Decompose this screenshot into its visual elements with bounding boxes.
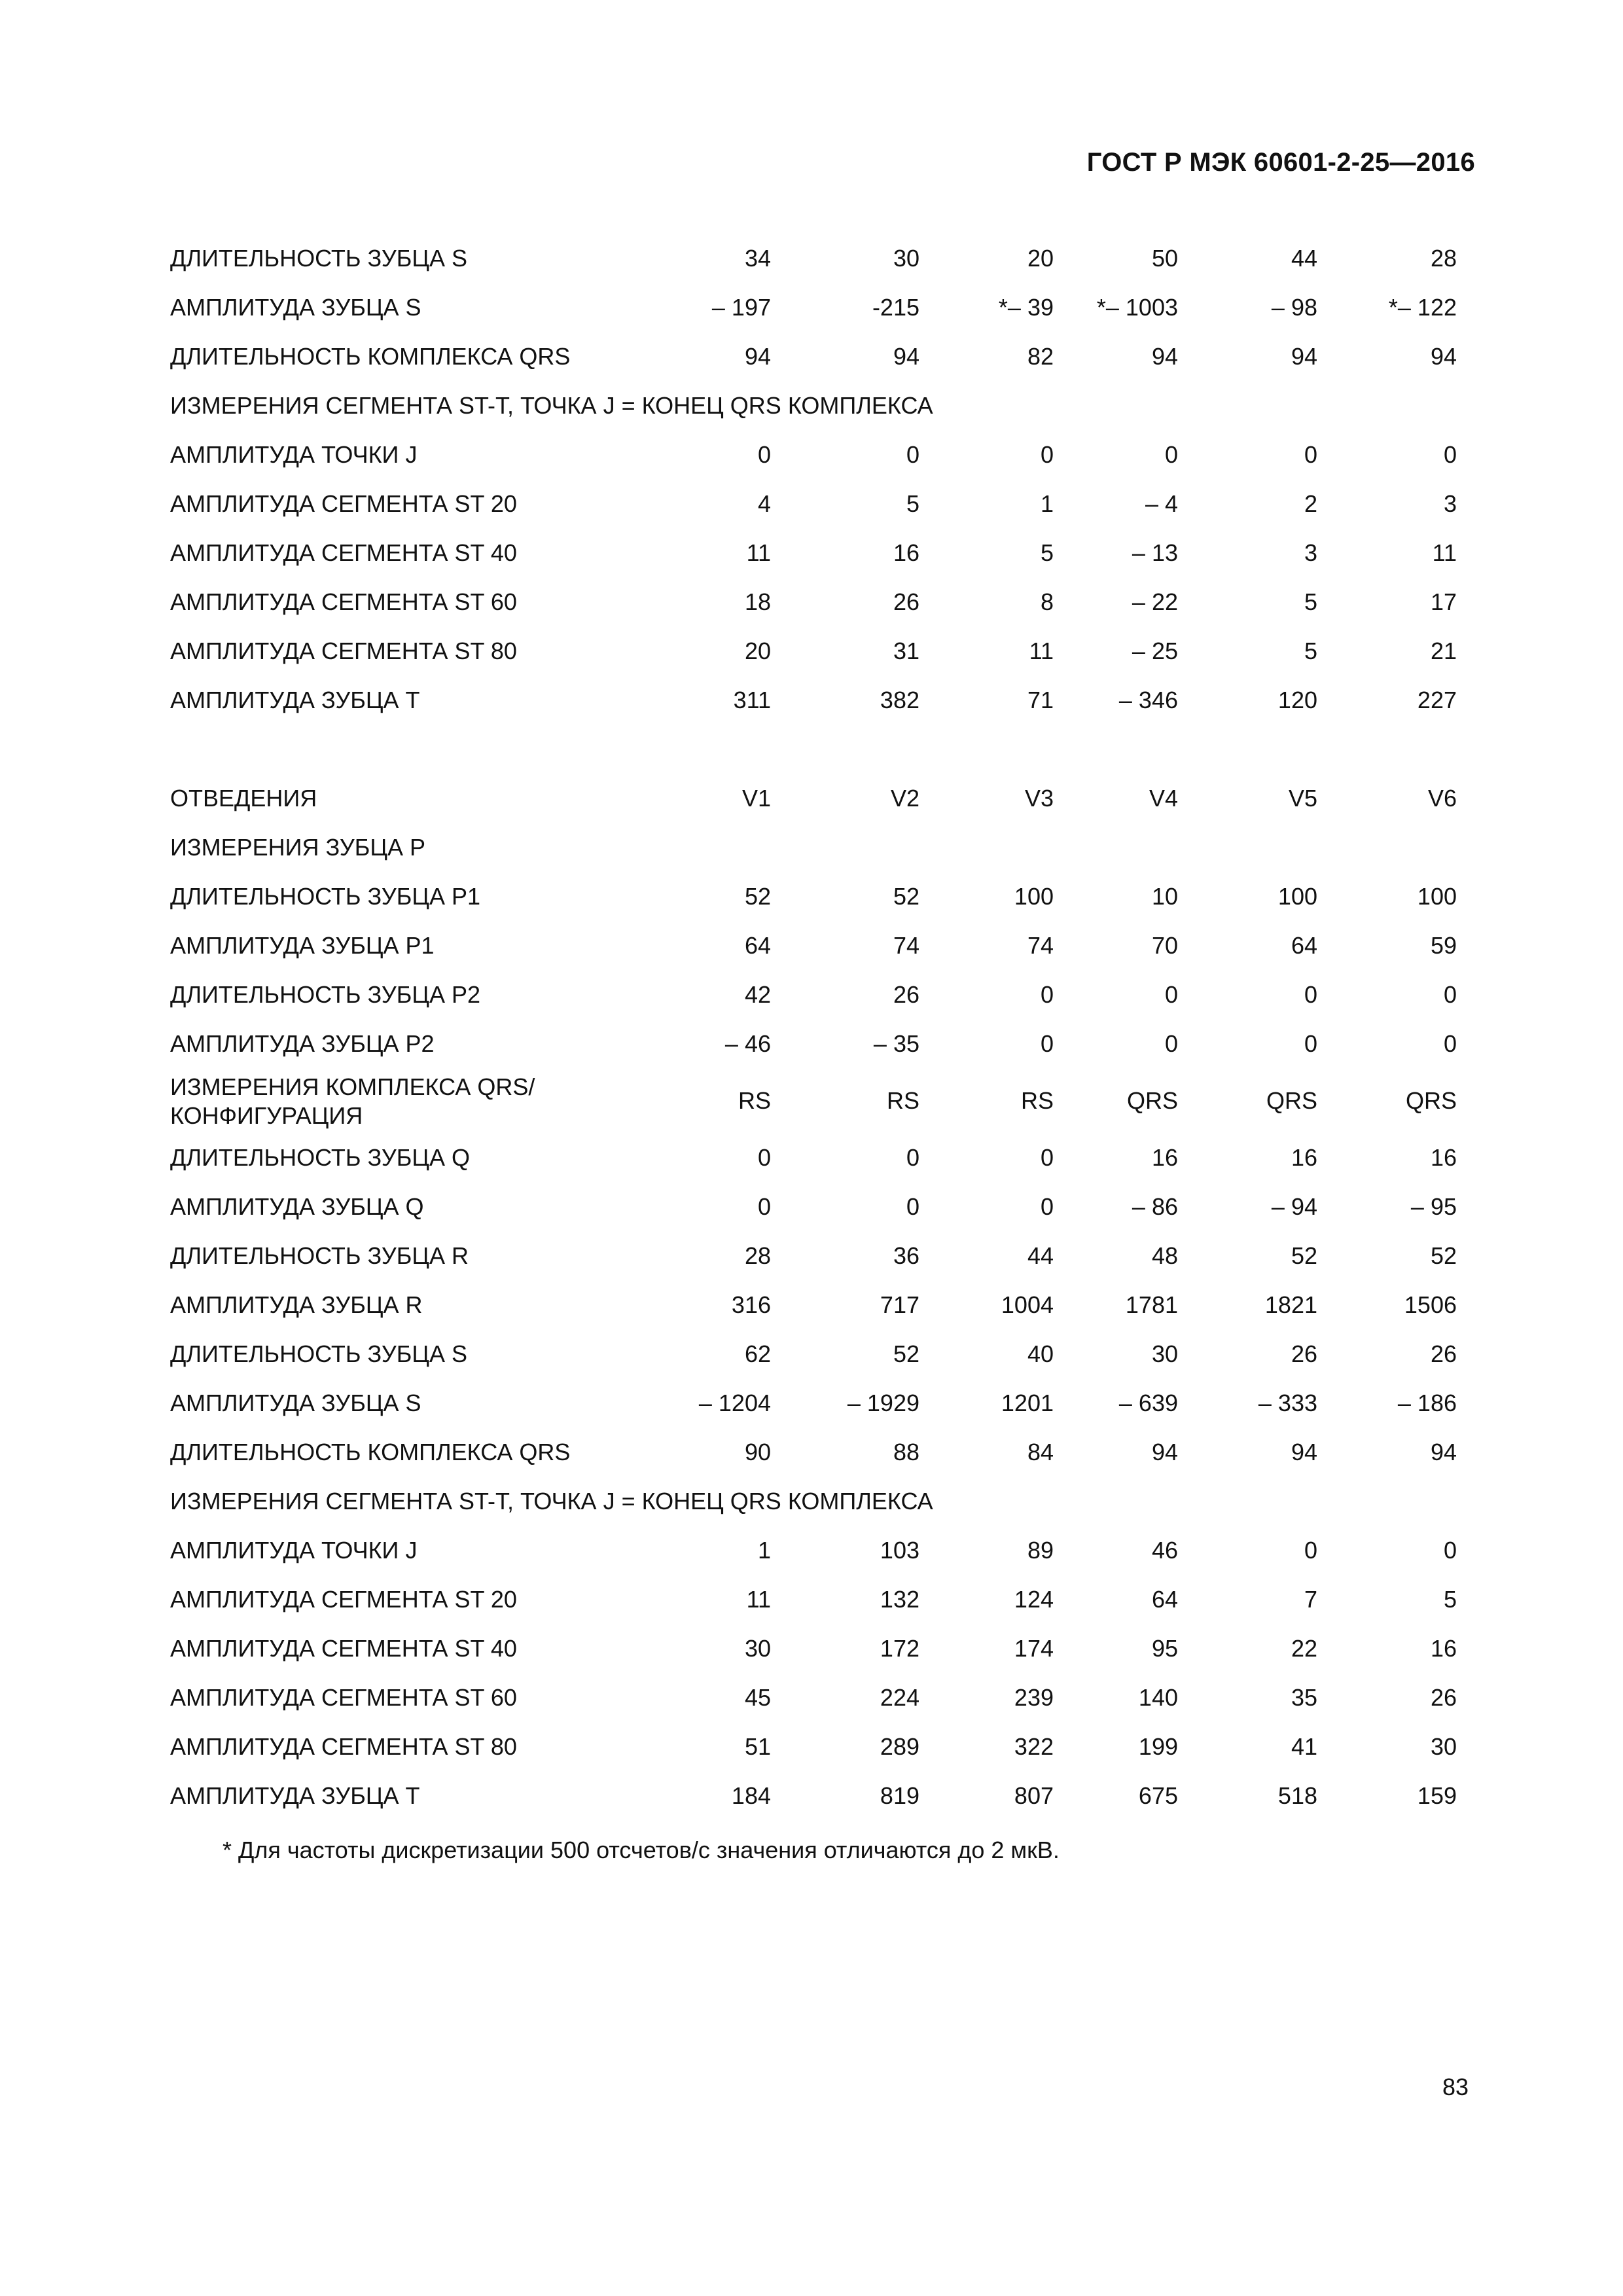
cell-value: 239 xyxy=(1014,1684,1054,1711)
cell-value: 89 xyxy=(1027,1537,1054,1564)
section-heading-row xyxy=(170,822,1472,871)
cell-value: 64 xyxy=(1151,1586,1178,1613)
cell-value: – 35 xyxy=(873,1030,919,1057)
cell-value: 94 xyxy=(1291,343,1317,370)
table-row xyxy=(170,528,1472,577)
cell-value: -215 xyxy=(872,294,919,321)
row-label: АМПЛИТУДА СЕГМЕНТА ST 80 xyxy=(170,1733,517,1760)
cell-value: 95 xyxy=(1151,1635,1178,1662)
table-row xyxy=(170,429,1472,478)
cell-value: – 22 xyxy=(1132,588,1178,615)
cell-value: 0 xyxy=(1164,1030,1178,1057)
cell-value: 159 xyxy=(1417,1782,1457,1809)
cell-value: 74 xyxy=(1027,932,1054,959)
cell-value: 94 xyxy=(1151,343,1178,370)
table-row xyxy=(170,577,1472,626)
cell-value: 0 xyxy=(1304,441,1317,468)
cell-value: RS xyxy=(1020,1087,1054,1114)
cell-value: V1 xyxy=(741,785,771,812)
row-label: АМПЛИТУДА СЕГМЕНТА ST 20 xyxy=(170,1586,517,1613)
cell-value: *– 1003 xyxy=(1096,294,1178,321)
cell-value: 1 xyxy=(1040,490,1054,517)
cell-value: – 1204 xyxy=(698,1390,771,1416)
cell-value: 28 xyxy=(1430,245,1457,272)
cell-value: 36 xyxy=(893,1242,919,1269)
cell-value: 34 xyxy=(744,245,771,272)
cell-value: 82 xyxy=(1027,343,1054,370)
cell-value: 11 xyxy=(746,1586,771,1613)
cell-value: 71 xyxy=(1027,687,1054,713)
cell-value: 35 xyxy=(1291,1684,1317,1711)
cell-value: 518 xyxy=(1277,1782,1317,1809)
cell-value: QRS xyxy=(1405,1087,1457,1114)
cell-value: 1506 xyxy=(1404,1291,1457,1318)
table-row xyxy=(170,773,1472,822)
cell-value: *– 122 xyxy=(1388,294,1457,321)
cell-value: 16 xyxy=(1430,1635,1457,1662)
cell-value: 21 xyxy=(1430,637,1457,664)
row-label: АМПЛИТУДА ЗУБЦА T xyxy=(170,687,420,713)
section-heading: ИЗМЕРЕНИЯ СЕГМЕНТА ST-T, ТОЧКА J = КОНЕЦ QRS КОМПЛЕКСА xyxy=(170,392,933,419)
cell-value: 0 xyxy=(1443,1030,1457,1057)
cell-value: 184 xyxy=(731,1782,771,1809)
cell-value: – 639 xyxy=(1118,1390,1178,1416)
table-row xyxy=(170,1525,1472,1574)
cell-value: 174 xyxy=(1014,1635,1054,1662)
table-row xyxy=(170,871,1472,920)
cell-value: 5 xyxy=(1443,1586,1457,1613)
table-row xyxy=(170,920,1472,969)
cell-value: 0 xyxy=(1040,1193,1054,1220)
cell-value: 94 xyxy=(1430,1439,1457,1465)
cell-value: 16 xyxy=(1151,1144,1178,1171)
cell-value: 675 xyxy=(1138,1782,1178,1809)
table-row xyxy=(170,1018,1472,1067)
table-row xyxy=(170,1623,1472,1672)
cell-value: 11 xyxy=(746,539,771,566)
cell-value: 94 xyxy=(1291,1439,1317,1465)
row-label: ОТВЕДЕНИЯ xyxy=(170,785,317,812)
table-row xyxy=(170,478,1472,528)
cell-value: 0 xyxy=(1304,1537,1317,1564)
cell-value: 52 xyxy=(744,883,771,910)
row-label: АМПЛИТУДА ТОЧКИ J xyxy=(170,1537,418,1564)
cell-value: 16 xyxy=(1291,1144,1317,1171)
row-label: ДЛИТЕЛЬНОСТЬ ЗУБЦА P2 xyxy=(170,981,481,1008)
cell-value: – 46 xyxy=(724,1030,771,1057)
cell-value: 30 xyxy=(744,1635,771,1662)
cell-value: 59 xyxy=(1430,932,1457,959)
table-row xyxy=(170,1672,1472,1721)
cell-value: 44 xyxy=(1291,245,1317,272)
cell-value: 1004 xyxy=(1001,1291,1054,1318)
cell-value: 10 xyxy=(1151,883,1178,910)
cell-value: V2 xyxy=(890,785,919,812)
cell-value: 44 xyxy=(1027,1242,1054,1269)
cell-value: 62 xyxy=(744,1340,771,1367)
cell-value: 41 xyxy=(1291,1733,1317,1760)
cell-value: 0 xyxy=(1443,1537,1457,1564)
document-code: ГОСТ Р МЭК 60601-2-25—2016 xyxy=(1086,148,1475,177)
cell-value: – 346 xyxy=(1118,687,1178,713)
table-row xyxy=(170,1770,1472,1820)
table-row xyxy=(170,1378,1472,1427)
cell-value: – 98 xyxy=(1271,294,1317,321)
cell-value: 26 xyxy=(893,981,919,1008)
cell-value: 120 xyxy=(1277,687,1317,713)
cell-value: QRS xyxy=(1266,1087,1317,1114)
section-heading-row xyxy=(170,1476,1472,1525)
cell-value: QRS xyxy=(1126,1087,1178,1114)
cell-value: 0 xyxy=(1040,981,1054,1008)
cell-value: 289 xyxy=(880,1733,919,1760)
cell-value: 0 xyxy=(1040,1030,1054,1057)
cell-value: 20 xyxy=(744,637,771,664)
cell-value: 46 xyxy=(1151,1537,1178,1564)
cell-value: 172 xyxy=(880,1635,919,1662)
row-label: АМПЛИТУДА ЗУБЦА P2 xyxy=(170,1030,435,1057)
ecg-measurements-table xyxy=(170,233,1472,1820)
cell-value: RS xyxy=(886,1087,919,1114)
cell-value: 74 xyxy=(893,932,919,959)
cell-value: 1821 xyxy=(1264,1291,1317,1318)
cell-value: 7 xyxy=(1304,1586,1317,1613)
cell-value: 3 xyxy=(1304,539,1317,566)
cell-value: 30 xyxy=(1430,1733,1457,1760)
cell-value: 227 xyxy=(1417,687,1457,713)
table-row xyxy=(170,233,1472,282)
cell-value: 22 xyxy=(1291,1635,1317,1662)
cell-value: 52 xyxy=(893,883,919,910)
cell-value: 717 xyxy=(880,1291,919,1318)
cell-value: 52 xyxy=(1291,1242,1317,1269)
cell-value: – 94 xyxy=(1271,1193,1317,1220)
cell-value: 0 xyxy=(1304,981,1317,1008)
cell-value: 20 xyxy=(1027,245,1054,272)
footnote: * Для частоты дискретизации 500 отсчетов/с значения отличаются до 2 мкВ. xyxy=(223,1837,1060,1863)
row-label: ДЛИТЕЛЬНОСТЬ ЗУБЦА Q xyxy=(170,1144,471,1171)
row-label: АМПЛИТУДА ЗУБЦА Q xyxy=(170,1193,424,1220)
cell-value: 0 xyxy=(906,1193,919,1220)
row-label: ДЛИТЕЛЬНОСТЬ ЗУБЦА S xyxy=(170,245,468,272)
cell-value: *– 39 xyxy=(998,294,1054,321)
cell-value: 42 xyxy=(744,981,771,1008)
row-label: ДЛИТЕЛЬНОСТЬ ЗУБЦА R xyxy=(170,1242,469,1269)
cell-value: 94 xyxy=(744,343,771,370)
cell-value: 40 xyxy=(1027,1340,1054,1367)
cell-value: – 197 xyxy=(711,294,771,321)
table-row xyxy=(170,1230,1472,1280)
cell-value: – 1929 xyxy=(847,1390,919,1416)
cell-value: 5 xyxy=(1304,588,1317,615)
cell-value: 199 xyxy=(1138,1733,1178,1760)
cell-value: – 4 xyxy=(1145,490,1178,517)
cell-value: 0 xyxy=(757,1144,771,1171)
row-label: ДЛИТЕЛЬНОСТЬ КОМПЛЕКСА QRS xyxy=(170,343,571,370)
cell-value: 31 xyxy=(893,637,919,664)
row-label: ДЛИТЕЛЬНОСТЬ ЗУБЦА P1 xyxy=(170,883,481,910)
cell-value: 5 xyxy=(1040,539,1054,566)
cell-value: 18 xyxy=(744,588,771,615)
table-row xyxy=(170,1427,1472,1476)
table-row xyxy=(170,1132,1472,1181)
row-label: АМПЛИТУДА СЕГМЕНТА ST 40 xyxy=(170,1635,517,1662)
row-label: АМПЛИТУДА СЕГМЕНТА ST 60 xyxy=(170,588,517,615)
cell-value: 30 xyxy=(1151,1340,1178,1367)
section-heading: ИЗМЕРЕНИЯ СЕГМЕНТА ST-T, ТОЧКА J = КОНЕЦ QRS КОМПЛЕКСА xyxy=(170,1488,933,1515)
cell-value: – 186 xyxy=(1397,1390,1457,1416)
cell-value: 16 xyxy=(1430,1144,1457,1171)
row-label: АМПЛИТУДА ТОЧКИ J xyxy=(170,441,418,468)
cell-value: 94 xyxy=(1430,343,1457,370)
cell-value: 1781 xyxy=(1125,1291,1178,1318)
table-row xyxy=(170,331,1472,380)
cell-value: 224 xyxy=(880,1684,919,1711)
cell-value: V5 xyxy=(1288,785,1317,812)
row-label: АМПЛИТУДА СЕГМЕНТА ST 60 xyxy=(170,1684,517,1711)
cell-value: 100 xyxy=(1277,883,1317,910)
cell-value: 64 xyxy=(744,932,771,959)
cell-value: 132 xyxy=(880,1586,919,1613)
cell-value: 26 xyxy=(1430,1340,1457,1367)
cell-value: 5 xyxy=(1304,637,1317,664)
cell-value: 94 xyxy=(1151,1439,1178,1465)
cell-value: 30 xyxy=(893,245,919,272)
cell-value: V3 xyxy=(1024,785,1054,812)
row-label: АМПЛИТУДА СЕГМЕНТА ST 80 xyxy=(170,637,517,664)
table-row xyxy=(170,282,1472,331)
cell-value: 0 xyxy=(1164,981,1178,1008)
cell-value: 819 xyxy=(880,1782,919,1809)
cell-value: 322 xyxy=(1014,1733,1054,1760)
cell-value: 0 xyxy=(1040,1144,1054,1171)
cell-value: 0 xyxy=(1040,441,1054,468)
row-label: АМПЛИТУДА СЕГМЕНТА ST 20 xyxy=(170,490,517,517)
cell-value: 94 xyxy=(893,343,919,370)
row-label: ДЛИТЕЛЬНОСТЬ ЗУБЦА S xyxy=(170,1340,468,1367)
cell-value: 16 xyxy=(893,539,919,566)
cell-value: RS xyxy=(738,1087,771,1114)
cell-value: 51 xyxy=(744,1733,771,1760)
cell-value: 28 xyxy=(744,1242,771,1269)
row-label: АМПЛИТУДА ЗУБЦА T xyxy=(170,1782,420,1809)
table-row xyxy=(170,1067,1472,1132)
table-row xyxy=(170,969,1472,1018)
cell-value: 1201 xyxy=(1001,1390,1054,1416)
row-label: ДЛИТЕЛЬНОСТЬ КОМПЛЕКСА QRS xyxy=(170,1439,571,1465)
cell-value: 26 xyxy=(1430,1684,1457,1711)
cell-value: 26 xyxy=(893,588,919,615)
cell-value: – 13 xyxy=(1132,539,1178,566)
row-label: АМПЛИТУДА ЗУБЦА S xyxy=(170,294,421,321)
table-row xyxy=(170,675,1472,724)
cell-value: 124 xyxy=(1014,1586,1054,1613)
cell-value: – 333 xyxy=(1258,1390,1317,1416)
table-row xyxy=(170,626,1472,675)
row-label: АМПЛИТУДА ЗУБЦА S xyxy=(170,1390,421,1416)
cell-value: 88 xyxy=(893,1439,919,1465)
cell-value: 0 xyxy=(1443,981,1457,1008)
cell-value: 8 xyxy=(1040,588,1054,615)
cell-value: 48 xyxy=(1151,1242,1178,1269)
cell-value: 103 xyxy=(880,1537,919,1564)
cell-value: 84 xyxy=(1027,1439,1054,1465)
cell-value: 3 xyxy=(1443,490,1457,517)
cell-value: 17 xyxy=(1430,588,1457,615)
cell-value: 1 xyxy=(757,1537,771,1564)
cell-value: – 86 xyxy=(1132,1193,1178,1220)
cell-value: 0 xyxy=(1304,1030,1317,1057)
row-label: ИЗМЕРЕНИЯ КОМПЛЕКСА QRS/КОНФИГУРАЦИЯ xyxy=(170,1073,535,1129)
cell-value: 382 xyxy=(880,687,919,713)
cell-value: 52 xyxy=(893,1340,919,1367)
table-row xyxy=(170,1721,1472,1770)
cell-value: 0 xyxy=(757,1193,771,1220)
cell-value: 316 xyxy=(731,1291,771,1318)
table-row xyxy=(170,1280,1472,1329)
row-label: АМПЛИТУДА ЗУБЦА P1 xyxy=(170,932,435,959)
cell-value: 100 xyxy=(1417,883,1457,910)
section-heading: ИЗМЕРЕНИЯ ЗУБЦА P xyxy=(170,834,426,861)
cell-value: 807 xyxy=(1014,1782,1054,1809)
cell-value: V4 xyxy=(1149,785,1178,812)
cell-value: 2 xyxy=(1304,490,1317,517)
cell-value: 45 xyxy=(744,1684,771,1711)
table-row xyxy=(170,1181,1472,1230)
cell-value: 50 xyxy=(1151,245,1178,272)
cell-value: 0 xyxy=(906,441,919,468)
cell-value: 5 xyxy=(906,490,919,517)
cell-value: 140 xyxy=(1138,1684,1178,1711)
cell-value: 64 xyxy=(1291,932,1317,959)
cell-value: 0 xyxy=(757,441,771,468)
cell-value: 311 xyxy=(733,687,771,713)
cell-value: 52 xyxy=(1430,1242,1457,1269)
cell-value: 90 xyxy=(744,1439,771,1465)
cell-value: 11 xyxy=(1029,637,1054,664)
cell-value: 0 xyxy=(906,1144,919,1171)
cell-value: 4 xyxy=(757,490,771,517)
row-label: АМПЛИТУДА СЕГМЕНТА ST 40 xyxy=(170,539,517,566)
row-label: АМПЛИТУДА ЗУБЦА R xyxy=(170,1291,423,1318)
cell-value: – 25 xyxy=(1132,637,1178,664)
cell-value: V6 xyxy=(1427,785,1457,812)
page-number: 83 xyxy=(1442,2073,1469,2100)
cell-value: – 95 xyxy=(1410,1193,1457,1220)
table-row xyxy=(170,1329,1472,1378)
section-heading-row xyxy=(170,380,1472,429)
table-row xyxy=(170,1574,1472,1623)
cell-value: 0 xyxy=(1443,441,1457,468)
cell-value: 26 xyxy=(1291,1340,1317,1367)
cell-value: 11 xyxy=(1432,539,1457,566)
cell-value: 100 xyxy=(1014,883,1054,910)
table-spacer xyxy=(170,724,1472,773)
cell-value: 70 xyxy=(1151,932,1178,959)
cell-value: 0 xyxy=(1164,441,1178,468)
